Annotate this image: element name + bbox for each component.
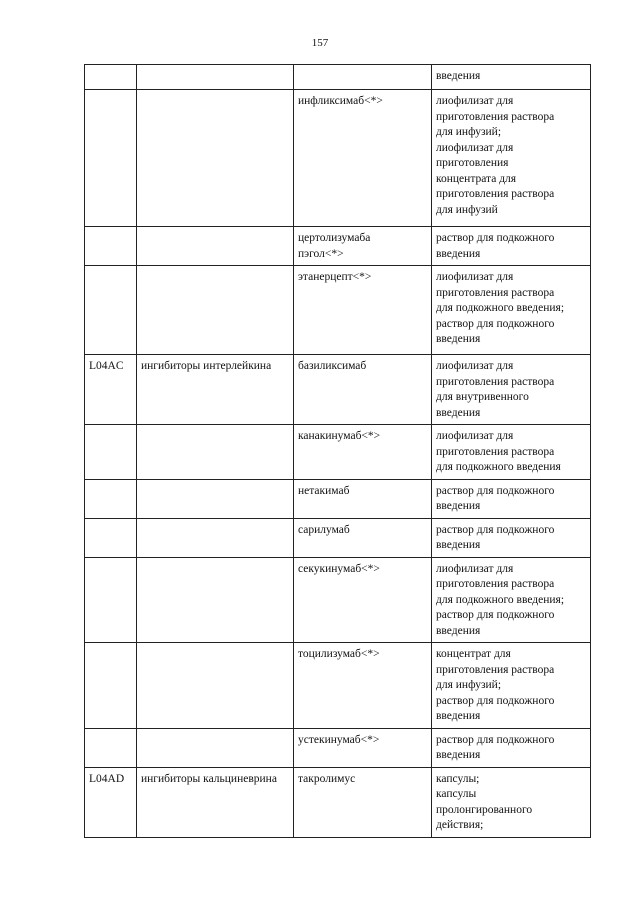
dosage-form-cell: лиофилизат для приготовления раствора для внутривенного введения — [432, 355, 591, 425]
page-number: 157 — [311, 37, 329, 49]
drug-name-cell: нетакимаб — [294, 479, 432, 518]
table-row — [85, 643, 591, 729]
drug-name-cell: устекинумаб<*> — [294, 728, 432, 767]
drug-name-cell: этанерцепт<*> — [294, 266, 432, 355]
group-name-cell — [137, 266, 294, 355]
group-name-cell — [137, 227, 294, 266]
atc-code-cell — [85, 65, 137, 90]
group-name-cell — [137, 728, 294, 767]
dosage-form-cell: раствор для подкожного введения — [432, 227, 591, 266]
drug-name-cell: секукинумаб<*> — [294, 557, 432, 643]
drug-name-cell: базиликсимаб — [294, 355, 432, 425]
table-row — [85, 227, 591, 266]
table-row — [85, 479, 591, 518]
atc-code-cell — [85, 518, 137, 557]
table-row — [85, 425, 591, 480]
drug-name-cell: канакинумаб<*> — [294, 425, 432, 480]
group-name-cell — [137, 643, 294, 729]
atc-code-cell: L04AD — [85, 767, 137, 837]
dosage-form-cell: раствор для подкожного введения — [432, 479, 591, 518]
atc-code-cell — [85, 643, 137, 729]
atc-code-cell — [85, 266, 137, 355]
dosage-form-cell: лиофилизат для приготовления раствора для подкожного введения; раствор для подкожного введения — [432, 557, 591, 643]
group-name-cell — [137, 90, 294, 227]
dosage-form-cell: лиофилизат для приготовления раствора для инфузий; лиофилизат для приготовления концентрата для приготовления раствора для инфузий — [432, 90, 591, 227]
group-name-cell — [137, 425, 294, 480]
atc-code-cell — [85, 425, 137, 480]
table-row — [85, 767, 591, 837]
drug-name-cell: такролимус — [294, 767, 432, 837]
table-row — [85, 90, 591, 227]
drug-name-cell: сарилумаб — [294, 518, 432, 557]
dosage-form-cell: капсулы; капсулы пролонгированного действия; — [432, 767, 591, 837]
drug-table — [84, 64, 591, 838]
drug-name-cell: тоцилизумаб<*> — [294, 643, 432, 729]
dosage-form-cell: лиофилизат для приготовления раствора для подкожного введения; раствор для подкожного введения — [432, 266, 591, 355]
drug-name-cell: цертолизумаба пэгол<*> — [294, 227, 432, 266]
table-row — [85, 557, 591, 643]
group-name-cell — [137, 557, 294, 643]
group-name-cell: ингибиторы интерлейкина — [137, 355, 294, 425]
dosage-form-cell: раствор для подкожного введения — [432, 518, 591, 557]
atc-code-cell — [85, 479, 137, 518]
atc-code-cell — [85, 728, 137, 767]
drug-name-cell — [294, 65, 432, 90]
dosage-form-cell: введения — [432, 65, 591, 90]
table-row — [85, 728, 591, 767]
dosage-form-cell: концентрат для приготовления раствора для инфузий; раствор для подкожного введения — [432, 643, 591, 729]
table-row — [85, 518, 591, 557]
atc-code-cell — [85, 557, 137, 643]
atc-code-cell — [85, 90, 137, 227]
dosage-form-cell: лиофилизат для приготовления раствора для подкожного введения — [432, 425, 591, 480]
table-row — [85, 65, 591, 90]
drug-name-cell: инфликсимаб<*> — [294, 90, 432, 227]
group-name-cell — [137, 479, 294, 518]
group-name-cell — [137, 518, 294, 557]
atc-code-cell: L04AC — [85, 355, 137, 425]
group-name-cell — [137, 65, 294, 90]
table-row — [85, 355, 591, 425]
dosage-form-cell: раствор для подкожного введения — [432, 728, 591, 767]
table-row — [85, 266, 591, 355]
group-name-cell: ингибиторы кальциневрина — [137, 767, 294, 837]
atc-code-cell — [85, 227, 137, 266]
